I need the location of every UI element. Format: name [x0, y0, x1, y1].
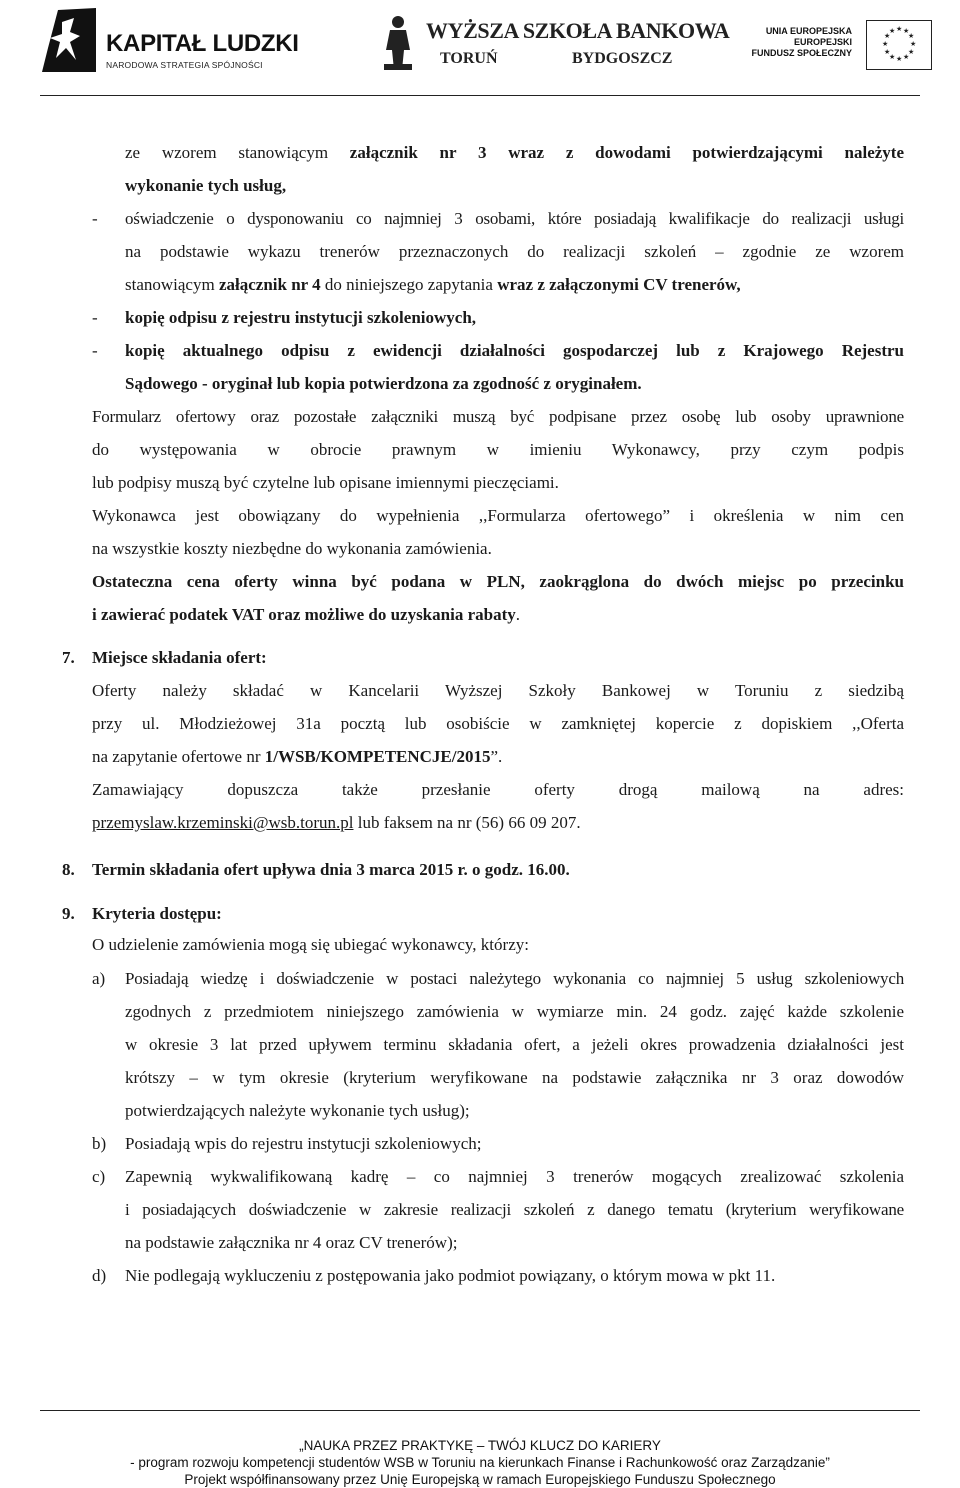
svg-text:★: ★ [884, 48, 891, 56]
text-line: stanowiącym załącznik nr 4 do niniejszego zapytania wraz z załączonymi CV trenerów, [125, 275, 741, 294]
wsb-logo [380, 14, 730, 74]
text-line: Nie podlegają wykluczeniu z postępowania jako podmiot powiązany, o którym mowa w pkt 11. [125, 1266, 776, 1285]
text-line: zgodnych z przedmiotem niniejszego zamówienia w wymiarze min. 24 godz. zajęć każde szkolenie [125, 1002, 904, 1021]
text-line: na wszystkie koszty niezbędne do wykonania zamówienia. [92, 539, 492, 558]
text-line: na zapytanie ofertowe nr 1/WSB/KOMPETENCJE/2015”. [92, 747, 503, 766]
eu-logo [752, 16, 932, 76]
kapital-ludzki-emblem-icon [40, 8, 98, 74]
text-line: Ostateczna cena oferty winna być podana w PLN, zaokrąglona do dwóch miejsc po przecinku [92, 572, 904, 591]
text-line: i posiadających doświadczenie w zakresie realizacji szkoleń z danego tematu (kryterium weryfikowane [125, 1200, 904, 1219]
text-line: do występowania w obrocie prawnym w imieniu Wykonawcy, przy czym podpis [92, 440, 904, 459]
text-line: Sądowego - oryginał lub kopia potwierdzona za zgodność z oryginałem. [125, 374, 642, 393]
list-dash: - [92, 308, 98, 327]
list-dash: - [92, 341, 98, 360]
text-line: Posiadają wiedzę i doświadczenie w postaci należytego wykonania co najmniej 5 usług szkoleniowych [125, 969, 904, 988]
svg-text:★: ★ [884, 32, 891, 40]
eu-text [751, 26, 852, 59]
text-line: na podstawie wykazu trenerów przeznaczonych do realizacji szkoleń – zgodnie ze wzorem [125, 242, 904, 261]
text-line: i zawierać podatek VAT oraz możliwe do uzyskania rabaty. [92, 605, 520, 624]
svg-text:★: ★ [903, 53, 910, 61]
text-line: w okresie 3 lat przed upływem terminu składania ofert, a jeżeli okres prowadzenia działalności jest [125, 1035, 904, 1054]
svg-text:★: ★ [903, 27, 910, 35]
svg-text:★: ★ [910, 40, 917, 48]
footer-line-1: „NAUKA PRZEZ PRAKTYKĘ – TWÓJ KLUCZ DO KARIERY [299, 1438, 661, 1453]
eu-line-3: FUNDUSZ SPOŁECZNY [751, 48, 852, 58]
eu-line-2: EUROPEJSKI [793, 37, 852, 47]
text-line: kopię aktualnego odpisu z ewidencji działalności gospodarczej lub z Krajowego Rejestru [125, 341, 904, 360]
svg-text:★: ★ [908, 48, 915, 56]
footer-line-2: - program rozwoju kompetencji studentów WSB w Toruniu na kierunkach Finanse i Rachunkowość oraz Zarządzanie” [130, 1455, 830, 1470]
text-line: przemyslaw.krzeminski@wsb.torun.pl lub faksem na nr (56) 66 09 207. [92, 813, 581, 832]
text-line: Zamawiający dopuszcza także przesłanie oferty drogą mailową na adres: [92, 780, 904, 799]
text-line: Posiadają wpis do rejestru instytucji szkoleniowych; [125, 1134, 482, 1153]
list-marker-b: b) [92, 1134, 107, 1153]
svg-text:★: ★ [882, 40, 889, 48]
kapital-ludzki-subtitle: NARODOWA STRATEGIA SPÓJNOŚCI [106, 60, 263, 70]
svg-text:★: ★ [908, 32, 915, 40]
wsb-city-bydgoszcz: BYDGOSZCZ [572, 50, 673, 67]
text-line: Formularz ofertowy oraz pozostałe załączniki muszą być podpisane przez osobę lub osoby uprawnione [92, 407, 904, 426]
email-link[interactable]: przemyslaw.krzeminski@wsb.torun.pl [92, 813, 354, 832]
text-line: kopię odpisu z rejestru instytucji szkoleniowych, [125, 308, 477, 327]
text-line: krótszy – w tym okresie (kryterium weryfikowane na podstawie załącznika nr 3 oraz dowodów [125, 1068, 904, 1087]
text-line: na podstawie załącznika nr 4 oraz CV trenerów); [125, 1233, 458, 1252]
text-line: lub podpisy muszą być czytelne lub opisane imiennymi pieczęciami. [92, 473, 559, 492]
text-line: wykonanie tych usług, [125, 176, 287, 195]
eu-flag-icon [866, 20, 932, 70]
text-line: oświadczenie o dysponowaniu co najmniej 3 osobami, które posiadają kwalifikacje do realizacji usługi [125, 209, 904, 228]
wsb-emblem-icon [380, 14, 416, 72]
svg-text:★: ★ [889, 53, 896, 61]
section-9-number: 9. [62, 904, 75, 923]
list-dash: - [92, 209, 98, 228]
section-7-number: 7. [62, 648, 75, 667]
header-divider [40, 95, 920, 96]
text-line: Oferty należy składać w Kancelarii Wyższej Szkoły Bankowej w Toruniu z siedzibą [92, 681, 904, 700]
svg-text:★: ★ [889, 27, 896, 35]
list-marker-d: d) [92, 1266, 107, 1285]
list-marker-a: a) [92, 969, 106, 988]
text-line: Wykonawca jest obowiązany do wypełnienia ,,Formularza ofertowego” i określenia w nim cen [92, 506, 904, 525]
eu-stars-icon [867, 21, 930, 68]
list-marker-c: c) [92, 1167, 106, 1186]
text-line: Zapewnią wykwalifikowaną kadrę – co najmniej 3 trenerów mogących zrealizować szkolenia [125, 1167, 904, 1186]
kapital-ludzki-title: KAPITAŁ LUDZKI [106, 30, 299, 57]
text-line: ze wzorem stanowiącym załącznik nr 3 wraz z dowodami potwierdzającymi należyte [125, 143, 904, 162]
header [0, 0, 960, 90]
svg-text:★: ★ [896, 25, 903, 33]
svg-text:★: ★ [896, 55, 903, 63]
section-8-number: 8. [62, 860, 75, 879]
section-9-title: Kryteria dostępu: [92, 904, 222, 923]
eu-line-1: UNIA EUROPEJSKA [765, 26, 852, 36]
section-7-title: Miejsce składania ofert: [92, 648, 267, 667]
footer-divider [40, 1410, 920, 1411]
wsb-title: WYŻSZA SZKOŁA BANKOWA [426, 18, 730, 43]
text-line: przy ul. Młodzieżowej 31a pocztą lub osobiście w zamkniętej kopercie z dopiskiem ,,Oferta [92, 714, 904, 733]
kapital-ludzki-logo [40, 8, 299, 78]
text-line: potwierdzających należyte wykonanie tych usług); [125, 1101, 470, 1120]
footer [0, 1437, 960, 1488]
wsb-city-torun: TORUŃ [440, 50, 498, 67]
text-line: O udzielenie zamówienia mogą się ubiegać wykonawcy, którzy: [92, 935, 529, 954]
footer-line-3: Projekt współfinansowany przez Unię Europejską w ramach Europejskiego Funduszu Społecznego [184, 1472, 776, 1487]
section-8-title: Termin składania ofert upływa dnia 3 marca 2015 r. o godz. 16.00. [92, 860, 570, 879]
